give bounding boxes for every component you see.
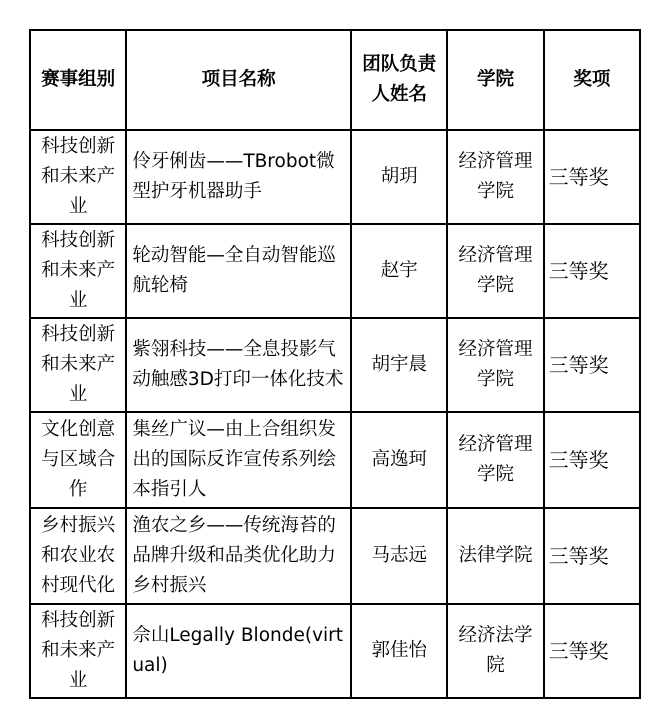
cell-team-leader: 胡宇晨 [351,318,447,412]
cell-award: 三等奖 [544,130,640,224]
table-row [30,224,640,318]
header-award: 奖项 [544,30,640,130]
table-row [30,130,640,224]
cell-college: 经济管理学院 [447,318,543,412]
header-row [30,30,640,130]
cell-college: 法律学院 [447,508,543,604]
cell-project-name: 渔农之乡——传统海苔的品牌升级和品类优化助力乡村振兴 [126,508,351,604]
cell-category: 科技创新和未来产业 [30,604,126,698]
cell-category: 科技创新和未来产业 [30,224,126,318]
cell-project-name: 紫翎科技——全息投影气动触感3D打印一体化技术 [126,318,351,412]
header-category: 赛事组别 [30,30,126,130]
cell-college: 经济管理学院 [447,412,543,508]
cell-college: 经济管理学院 [447,224,543,318]
cell-category: 文化创意与区域合作 [30,412,126,508]
header-college: 学院 [447,30,543,130]
table-row [30,508,640,604]
cell-project-name: 集丝广议—由上合组织发出的国际反诈宣传系列绘本指引人 [126,412,351,508]
cell-college: 经济法学院 [447,604,543,698]
cell-team-leader: 高逸珂 [351,412,447,508]
cell-team-leader: 马志远 [351,508,447,604]
cell-team-leader: 胡玥 [351,130,447,224]
table-row [30,412,640,508]
cell-team-leader: 赵宇 [351,224,447,318]
table-body [30,130,640,698]
awards-table [29,29,641,699]
cell-award: 三等奖 [544,224,640,318]
cell-team-leader: 郭佳怡 [351,604,447,698]
cell-category: 乡村振兴和农业农村现代化 [30,508,126,604]
table-header [30,30,640,130]
cell-award: 三等奖 [544,604,640,698]
cell-project-name: 佘山Legally Blonde(virtual) [126,604,351,698]
cell-project-name: 伶牙俐齿——TBrobot微型护牙机器助手 [126,130,351,224]
table-row [30,318,640,412]
header-team-leader: 团队负责人姓名 [351,30,447,130]
table-row [30,604,640,698]
cell-project-name: 轮动智能—全自动智能巡航轮椅 [126,224,351,318]
cell-college: 经济管理学院 [447,130,543,224]
cell-award: 三等奖 [544,508,640,604]
cell-category: 科技创新和未来产业 [30,130,126,224]
cell-category: 科技创新和未来产业 [30,318,126,412]
cell-award: 三等奖 [544,412,640,508]
cell-award: 三等奖 [544,318,640,412]
header-project-name: 项目名称 [126,30,351,130]
